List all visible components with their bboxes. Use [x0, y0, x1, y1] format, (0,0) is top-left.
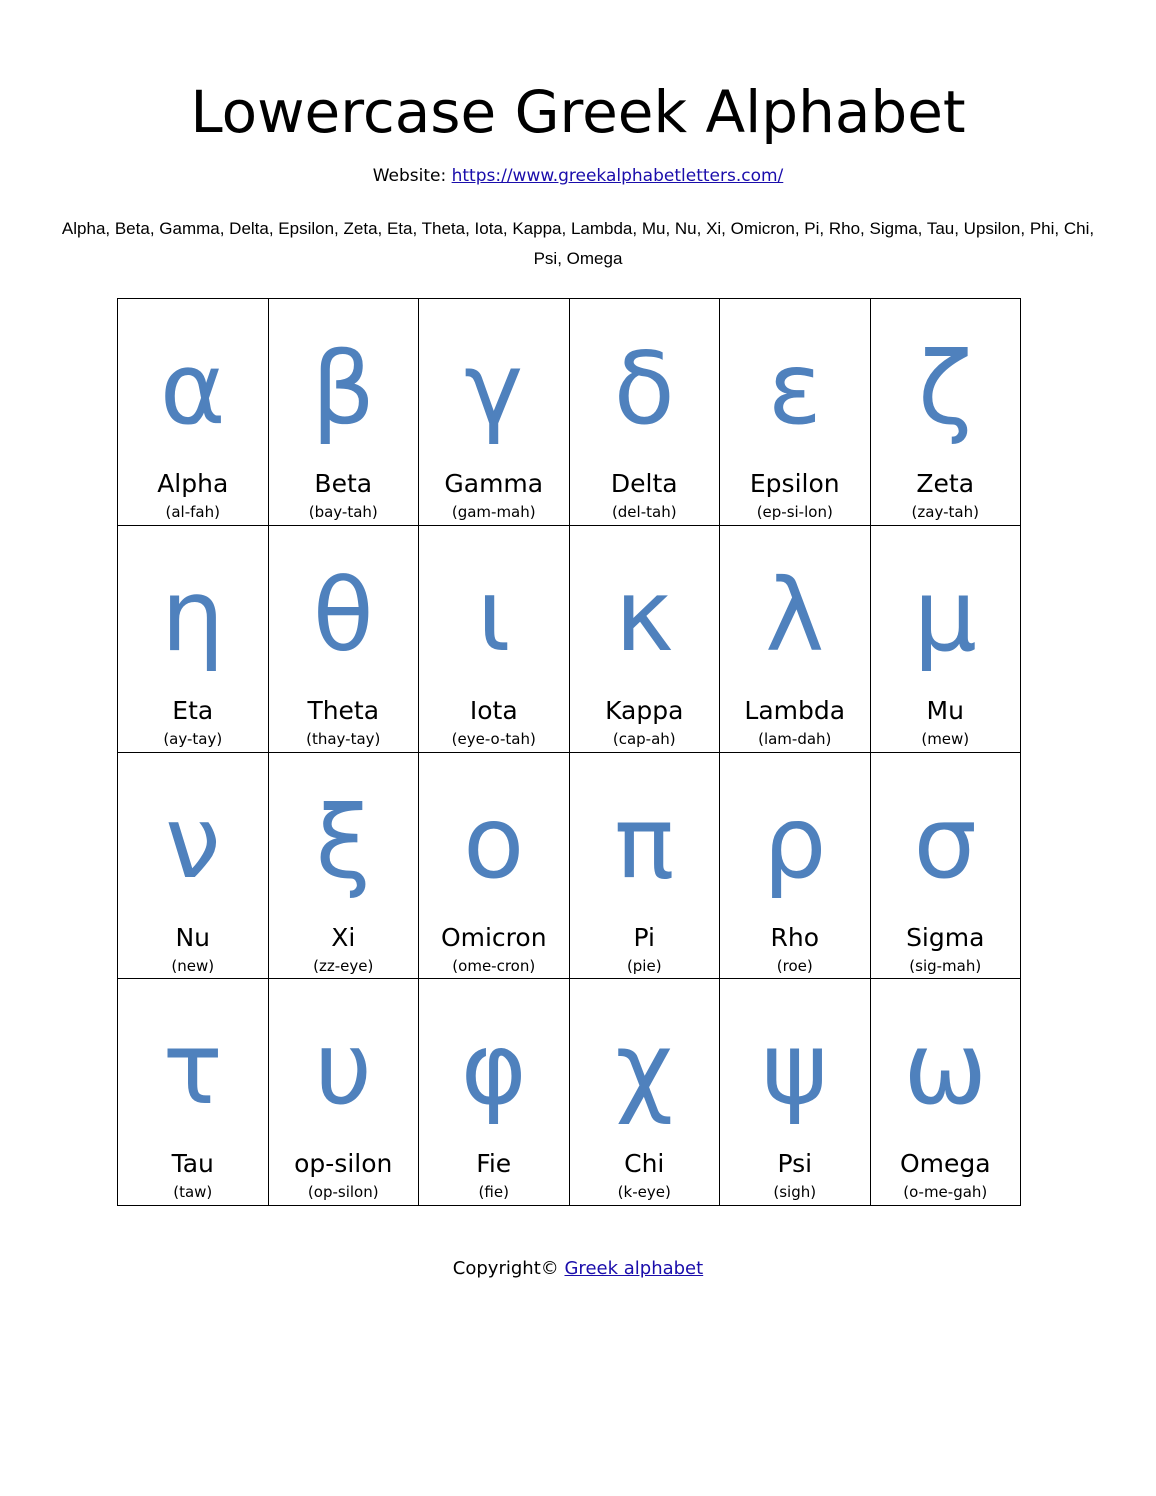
letter-cell — [720, 753, 871, 980]
website-line — [0, 164, 1156, 188]
letter-pronunciation: (lam-dah) — [758, 729, 832, 748]
letter-name: Omicron — [440, 922, 547, 952]
copyright-link[interactable]: Greek alphabet — [564, 1258, 704, 1279]
letter-name: Rho — [770, 922, 819, 952]
letter-pronunciation: (mew) — [921, 729, 970, 748]
letter-pronunciation: (fie) — [478, 1183, 509, 1202]
letter-name: Delta — [610, 469, 678, 498]
letter-pronunciation: (o-me-gah) — [903, 1183, 988, 1202]
letter-pronunciation: (sig-mah) — [909, 956, 982, 975]
letter-glyph: η — [161, 556, 225, 674]
letter-cell — [570, 299, 721, 526]
letter-cell — [570, 979, 721, 1206]
letter-name: Fie — [476, 1149, 512, 1179]
letter-pronunciation: (al-fah) — [165, 503, 220, 521]
letter-name: Mu — [926, 695, 964, 725]
letter-cell — [570, 526, 721, 753]
letter-glyph: γ — [464, 330, 524, 447]
letter-name: Chi — [624, 1149, 665, 1179]
letter-pronunciation: (new) — [171, 956, 215, 975]
page-title: Lowercase Greek Alphabet — [190, 78, 966, 146]
letter-pronunciation: (sigh) — [773, 1183, 817, 1202]
letter-glyph: ε — [767, 330, 822, 447]
letter-pronunciation: (ep-si-lon) — [756, 503, 833, 521]
letter-cell — [720, 299, 871, 526]
letter-pronunciation: (zz-eye) — [313, 956, 374, 975]
letter-glyph: κ — [614, 556, 674, 674]
letter-cell — [720, 526, 871, 753]
letter-cell — [419, 753, 570, 980]
letter-cell — [118, 979, 269, 1206]
letter-name: Omega — [899, 1149, 991, 1179]
letter-name: Eta — [172, 695, 214, 725]
letter-pronunciation: (k-eye) — [617, 1183, 671, 1202]
website-link[interactable]: https://www.greekalphabetletters.com/ — [451, 166, 784, 186]
letter-pronunciation: (cap-ah) — [612, 729, 676, 748]
letter-pronunciation: (ay-tay) — [163, 729, 223, 748]
letter-name: Alpha — [157, 469, 229, 498]
letter-glyph: τ — [162, 1010, 223, 1128]
letter-glyph: θ — [312, 556, 374, 674]
letter-name: Pi — [633, 922, 655, 952]
letter-pronunciation: (del-tah) — [611, 503, 677, 521]
letter-cell — [118, 753, 269, 980]
letter-glyph: α — [159, 330, 226, 447]
letter-pronunciation: (bay-tah) — [308, 503, 378, 521]
letter-cell — [720, 979, 871, 1206]
letter-cell — [118, 526, 269, 753]
letter-pronunciation: (roe) — [776, 956, 813, 975]
letter-pronunciation: (taw) — [173, 1183, 213, 1202]
letter-cell — [419, 526, 570, 753]
copyright-line — [0, 1256, 1156, 1282]
letter-glyph: υ — [314, 1010, 373, 1128]
letter-pronunciation: (thay-tay) — [306, 729, 381, 748]
letter-name: Iota — [469, 695, 518, 725]
letter-cell — [871, 526, 1022, 753]
letter-name: Gamma — [444, 469, 544, 498]
letter-glyph: ξ — [315, 783, 372, 901]
letter-pronunciation: (zay-tah) — [911, 503, 979, 521]
letter-glyph: ο — [463, 783, 525, 901]
letter-name: Nu — [175, 922, 211, 952]
letter-glyph: λ — [765, 556, 825, 674]
letter-glyph: χ — [615, 1010, 674, 1128]
letter-cell — [419, 979, 570, 1206]
letter-pronunciation: (ome-cron) — [452, 956, 536, 975]
letter-cell — [419, 299, 570, 526]
letter-glyph: β — [311, 330, 376, 447]
letter-grid — [117, 298, 1021, 1206]
letter-glyph: δ — [613, 330, 675, 447]
letter-glyph: ρ — [763, 783, 827, 901]
letter-pronunciation: (gam-mah) — [451, 503, 536, 521]
letter-cell — [871, 753, 1022, 980]
letter-glyph: φ — [460, 1010, 527, 1128]
letter-glyph: ζ — [918, 330, 973, 447]
letter-glyph: π — [614, 783, 675, 901]
copyright-label: Copyright© — [452, 1258, 559, 1279]
letter-name: Epsilon — [749, 469, 840, 498]
letter-name: Lambda — [744, 695, 846, 725]
letter-glyph: ν — [164, 783, 221, 901]
letter-names-list: Alpha, Beta, Gamma, Delta, Epsilon, Zeta, Eta, Theta, Iota, Kappa, Lambda, Mu, Nu, Xi, Omicron, Pi, Rho, Sigma, Tau, Upsilon, Phi, Chi, Psi, Omega — [61, 219, 1095, 268]
letter-cell — [269, 979, 420, 1206]
letter-pronunciation: (op-silon) — [307, 1183, 379, 1202]
letter-pronunciation: (pie) — [626, 956, 662, 975]
letter-name: Kappa — [605, 695, 684, 725]
letter-glyph: ι — [476, 556, 511, 674]
letter-name: Sigma — [906, 922, 985, 952]
letter-name: Zeta — [916, 469, 975, 498]
letter-name: Tau — [171, 1149, 214, 1179]
letter-name: Theta — [307, 695, 380, 725]
letter-cell — [269, 299, 420, 526]
letter-cell — [570, 753, 721, 980]
letter-name: Psi — [777, 1149, 813, 1179]
letter-name: Beta — [314, 469, 373, 498]
website-label: Website: — [372, 166, 447, 186]
letter-glyph: μ — [913, 556, 978, 674]
letter-cell — [269, 753, 420, 980]
letter-name: op-silon — [294, 1149, 393, 1179]
letter-cell — [871, 979, 1022, 1206]
letter-cell — [269, 526, 420, 753]
letter-glyph: σ — [913, 783, 977, 901]
letter-cell — [118, 299, 269, 526]
letter-glyph: ω — [903, 1010, 988, 1128]
letter-pronunciation: (eye-o-tah) — [451, 729, 536, 748]
letter-glyph: ψ — [761, 1010, 828, 1128]
letter-name: Xi — [331, 922, 356, 952]
letter-cell — [871, 299, 1022, 526]
